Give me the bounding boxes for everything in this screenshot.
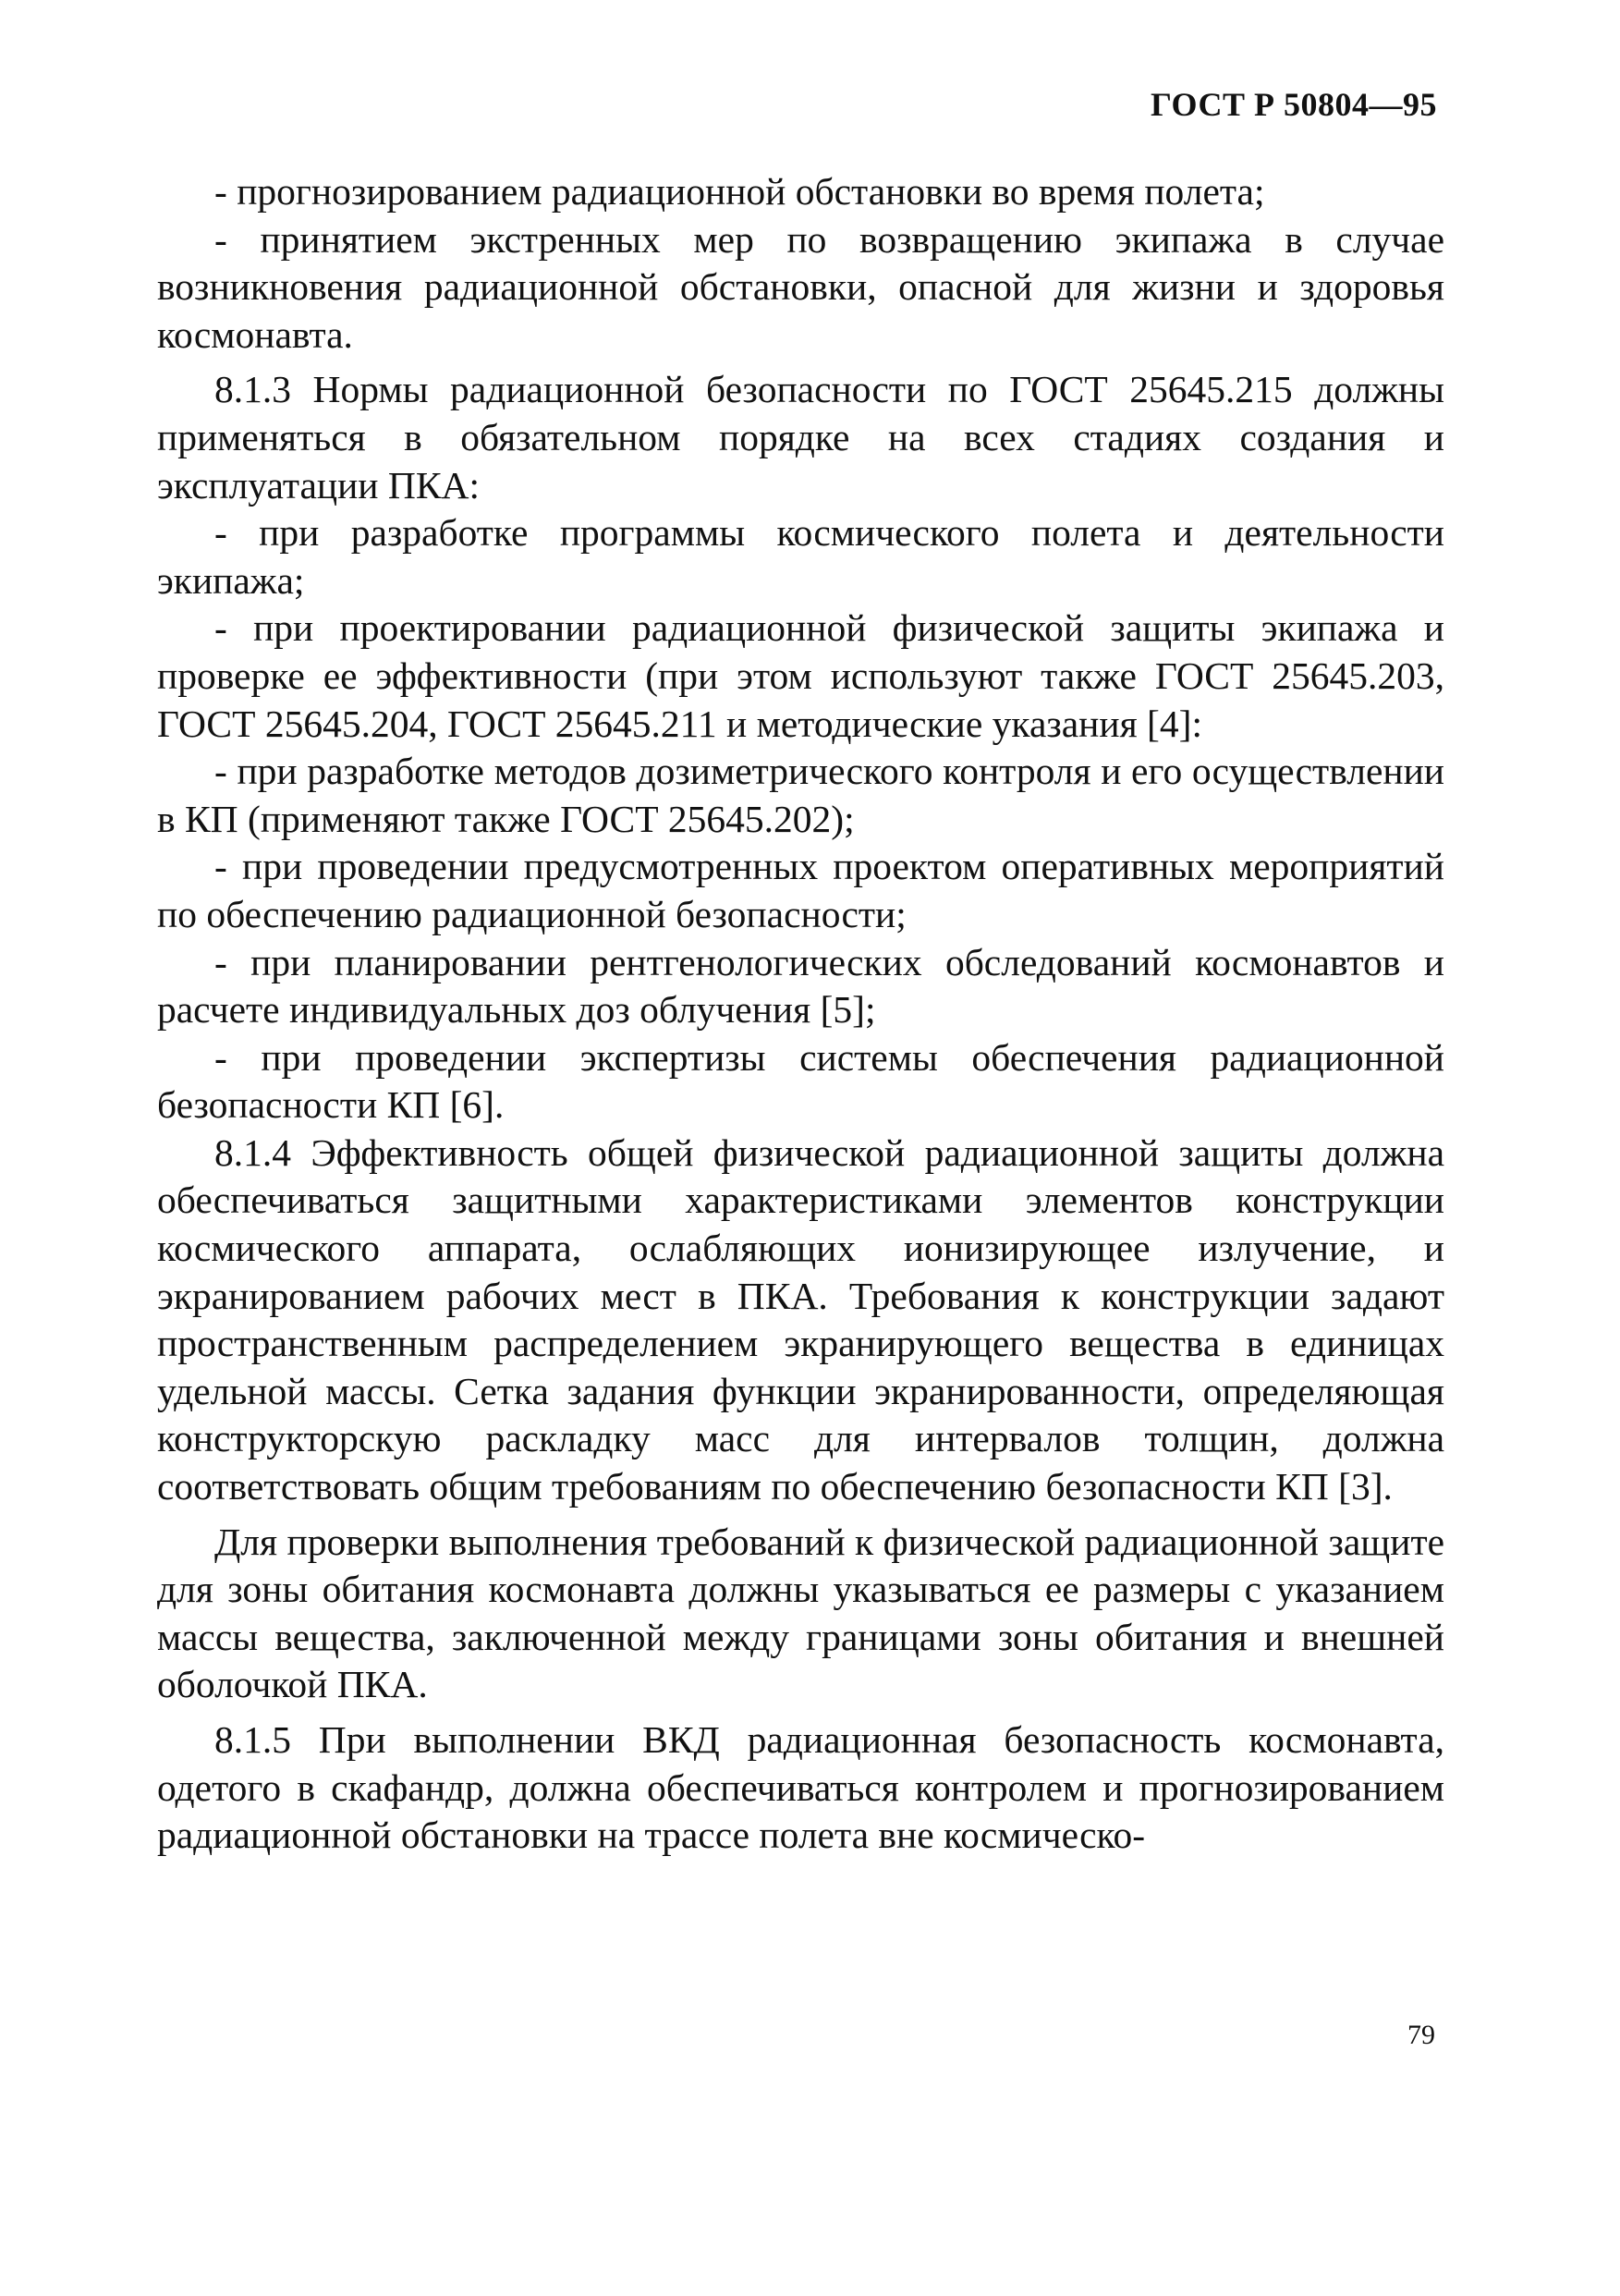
paragraph-program-development: - при разработке программы космического полета и деятельности экипажа; bbox=[157, 511, 1444, 602]
paragraph-8-1-4: 8.1.4 Эффективность общей физической радиационной защиты должна обеспечиваться защитными характеристиками элементов конструкции космического аппарата, ослабляющих ионизирующее излучение, и экранированием рабочих мест в ПКА. Требования к конструкции задают пространственным распределением экранирующего вещества в единицах удельной массы. Сетка задания функции экранированности, определяющая конструкторскую раскладку масс для интервалов толщин, должна соответствовать общим требованиям по обеспечению безопасности КП [3]. bbox=[157, 1130, 1444, 1508]
paragraph-forecasting: - прогнозированием радиационной обстановки во время полета; bbox=[214, 170, 1265, 213]
standard-header: ГОСТ Р 50804—95 bbox=[1151, 86, 1437, 123]
paragraph-operational-measures: - при проведении предусмотренных проектом оперативных мероприятий по обеспечению радиационной безопасности; bbox=[157, 845, 1444, 935]
paragraph-emergency-measures: - принятием экстренных мер по возвращению экипажа в случае возникновения радиационной обстановки, опасной для жизни и здоровья космонавта. bbox=[157, 217, 1444, 356]
paragraph-8-1-5: 8.1.5 При выполнении ВКД радиационная безопасность космонавта, одетого в скафандр, должна обеспечиваться контролем и прогнозированием радиационной обстановки на трассе полета вне космическо- bbox=[157, 1718, 1444, 1857]
paragraph-8-1-3: 8.1.3 Нормы радиационной безопасности по ГОСТ 25645.215 должны применяться в обязательном порядке на всех стадиях создания и эксплуатации ПКА: bbox=[157, 368, 1444, 507]
paragraph-expertise: - при проведении экспертизы системы обеспечения радиационной безопасности КП [6]. bbox=[157, 1035, 1444, 1127]
document-body bbox=[157, 168, 1444, 1860]
paragraph-xray-examinations: - при планировании рентгенологических обследований космонавтов и расчете индивидуальных доз облучения [5]; bbox=[157, 940, 1444, 1032]
paragraph-verification: Для проверки выполнения требований к физической радиационной защите для зоны обитания космонавта должны указываться ее размеры с указанием массы вещества, заключенной между границами зоны обитания и внешней оболочкой ПКА. bbox=[157, 1520, 1444, 1706]
page-number: 79 bbox=[1407, 2020, 1435, 2050]
paragraph-protection-design: - при проектировании радиационной физической защиты экипажа и проверке ее эффективности (при этом используют также ГОСТ 25645.203, ГОСТ 25645.204, ГОСТ 25645.211 и методические указания [4]: bbox=[157, 606, 1444, 745]
paragraph-dosimetric-control: - при разработке методов дозиметрического контроля и его осуществлении в КП (применяют также ГОСТ 25645.202); bbox=[157, 750, 1444, 840]
